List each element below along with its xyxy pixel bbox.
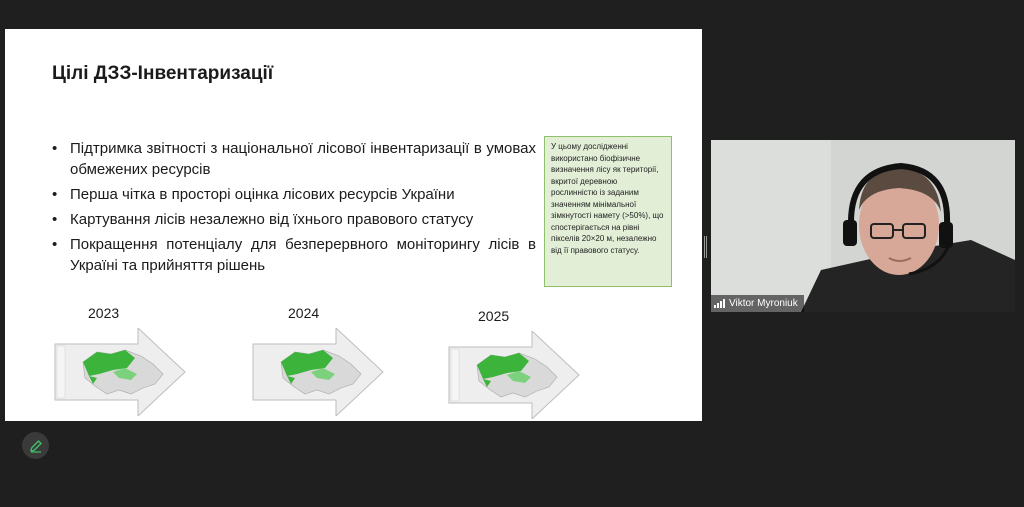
bullet-item: • Картування лісів незалежно від їхнього правового статусу [50, 209, 536, 230]
participant-avatar-video [711, 140, 1015, 312]
year-map-2023 [53, 303, 193, 413]
presentation-slide [5, 29, 702, 421]
forest-map-arrow [447, 331, 581, 419]
bullet-item: • Перша чітка в просторі оцінка лісових ресурсів України [50, 184, 536, 205]
participant-video[interactable] [711, 140, 1015, 312]
participant-name-tag [711, 295, 804, 312]
forest-map-arrow [251, 328, 385, 416]
signal-bars-icon [714, 299, 725, 308]
slide-title: Цілі ДЗЗ-Інвентаризації [52, 63, 274, 84]
year-label: 2024 [288, 305, 320, 321]
bullet-list [50, 138, 536, 280]
annotate-button[interactable] [22, 432, 49, 459]
bullet-item: • Покращення потенціалу для безперервного моніторингу лісів в Україні та прийняття рішень [50, 234, 536, 276]
forest-map-arrow [53, 328, 187, 416]
year-label: 2025 [478, 308, 510, 324]
bullet-item: • Підтримка звітності з національної лісової інвентаризації в умовах обмежених ресурсів [50, 138, 536, 180]
year-label: 2023 [88, 305, 120, 321]
participant-name: Viktor Myroniuk [729, 298, 798, 309]
pencil-icon [29, 439, 43, 453]
year-map-2025 [447, 306, 587, 416]
year-map-2024 [251, 303, 391, 413]
definition-note: У цьому дослідженні використано біофізичне визначення лісу як території, вкритої деревною рослинністю із заданим значенням мінімальної зімкнутості намету (>50%), що спостерігається на рівні пікселів 20×20 м, незалежно від її правового статусу. [544, 136, 672, 287]
resize-handle[interactable] [704, 236, 707, 258]
